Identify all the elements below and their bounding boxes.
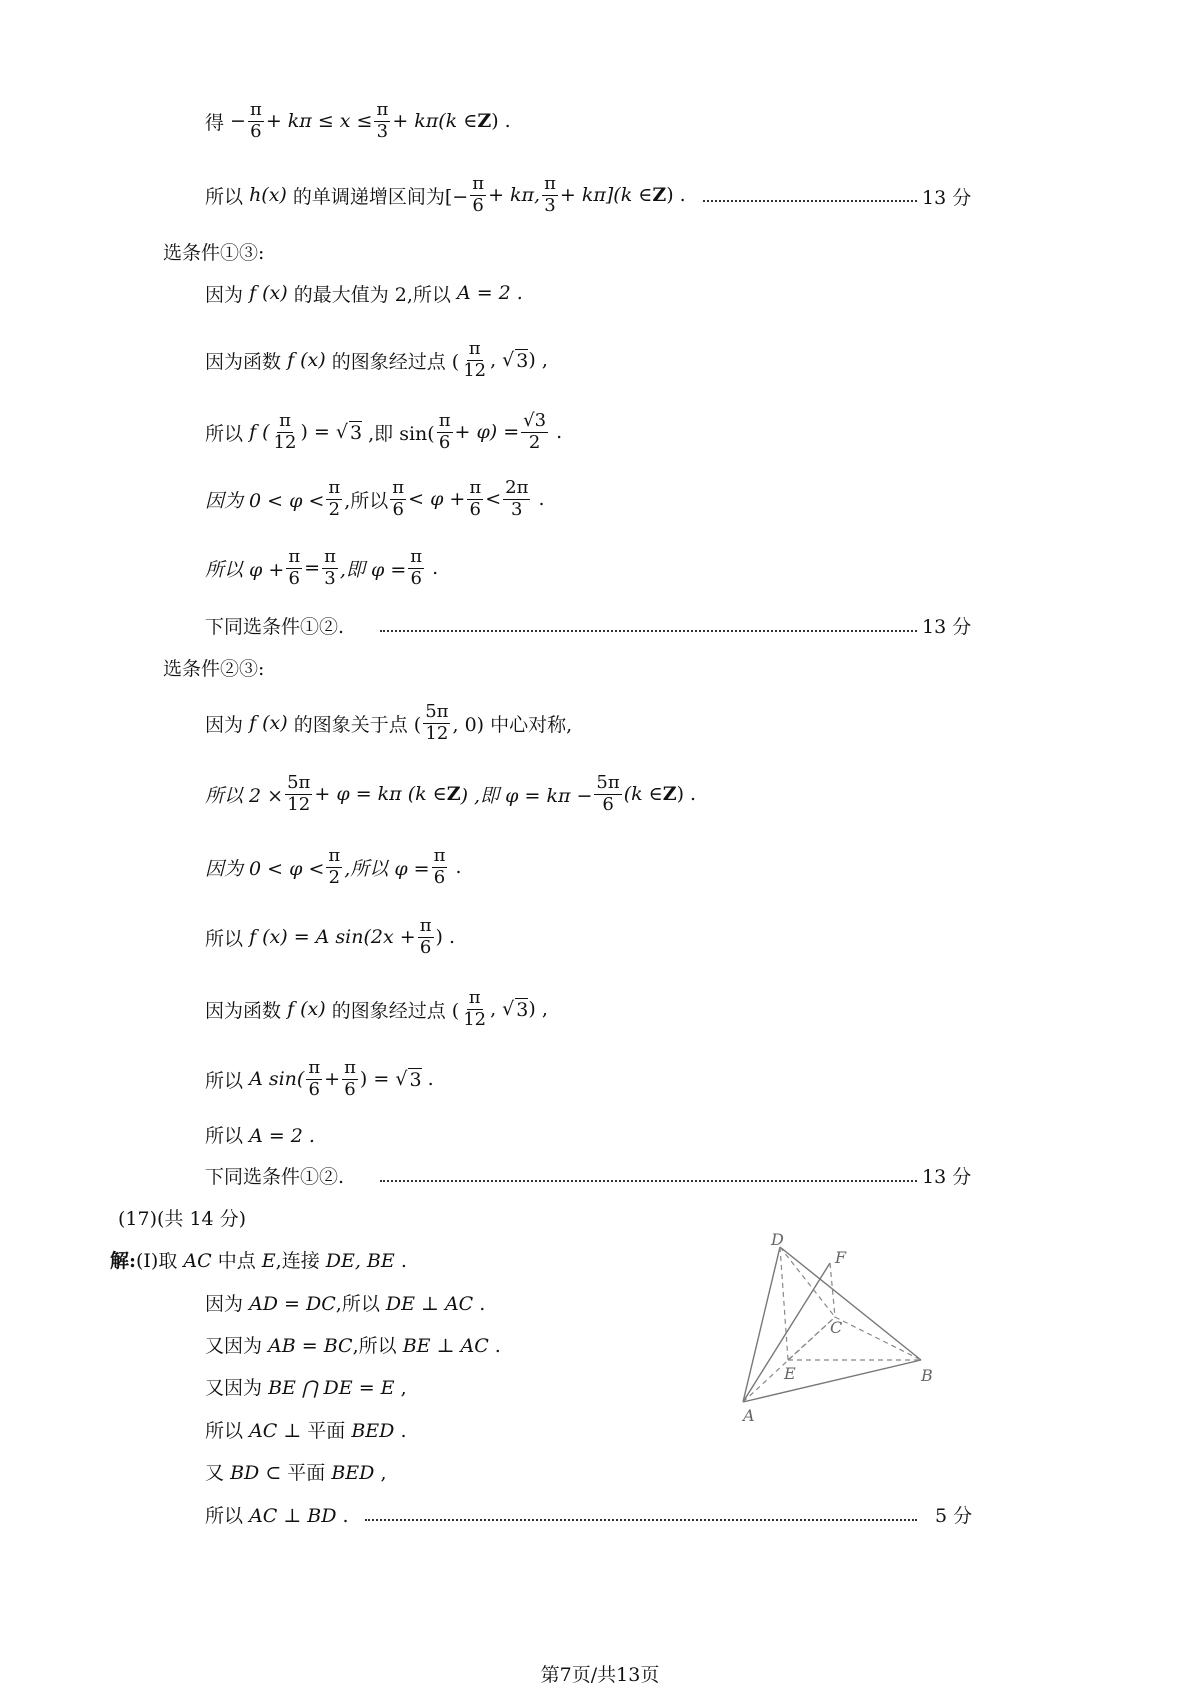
fraction: $\frac{5\pi}{12}$	[287, 771, 311, 815]
edge-DC	[780, 1247, 835, 1317]
edge-AB	[743, 1360, 921, 1402]
fraction: $\frac{√3}{2}$	[523, 409, 547, 453]
fraction: $\frac{\pi}{6}$	[469, 476, 482, 520]
page-footer: 第7页/共13页	[540, 1664, 660, 1686]
solution-line-4: 又因为 BE ⋂ DE = E ,	[205, 1377, 407, 1399]
label-B: B	[921, 1366, 933, 1385]
solution-line-5: 所以 AC ⊥ 平面 BED .	[205, 1420, 407, 1442]
line-graph-passes-point: 因为函数 f (x) 的图象经过点 ( $\frac{\pi}{12}$ , √ 3 ) ,	[205, 337, 548, 381]
edge-CB	[835, 1317, 921, 1360]
fraction: $\frac{\pi}{12}$	[273, 409, 297, 453]
score-leader	[380, 630, 917, 632]
score-label: 13 分	[922, 1166, 972, 1188]
score-leader	[380, 1180, 917, 1182]
fraction: $\frac{\pi}{6}$	[433, 844, 446, 888]
label-D: D	[771, 1230, 784, 1249]
line-phi-value: 所以 φ + $\frac{\pi}{6}$ = $\frac{\pi}{3}$ ,即 φ = $\frac{\pi}{6}$ .	[205, 545, 439, 589]
score-label: 5 分	[935, 1505, 973, 1527]
solution-line-2: 因为 AD = DC,所以 DE ⊥ AC .	[205, 1293, 486, 1315]
fraction: $\frac{\pi}{6}$	[392, 476, 405, 520]
fraction: $\frac{\pi}{6}$	[438, 409, 451, 453]
line-max-value: 因为 f (x) 的最大值为 2,所以 A = 2 .	[205, 282, 523, 306]
fraction: $\frac{\pi}{2}$	[328, 844, 341, 888]
line-phi-general: 所以 2 × $\frac{5\pi}{12}$ + φ = kπ (k ∈ Z ) ,即 φ = kπ − $\frac{5\pi}{6}$ (k ∈ Z ) .	[205, 771, 697, 815]
fraction: $\frac{\pi}{6}$	[419, 914, 432, 958]
solution-line-3: 又因为 AB = BC,所以 BE ⊥ AC .	[205, 1335, 501, 1357]
score-leader	[703, 200, 917, 202]
edge-DE	[780, 1247, 788, 1360]
fraction: $\frac{\pi}{6}$	[288, 545, 301, 589]
condition-heading-13: 选条件①③:	[163, 242, 265, 264]
fraction: $\frac{5\pi}{12}$	[425, 700, 449, 744]
fraction: $\frac{\pi}{6}$	[308, 1056, 321, 1100]
fraction: $\frac{\pi}{3}$	[376, 98, 389, 142]
score-label: 13 分	[922, 616, 972, 638]
line-function-form: 所以 f (x) = A sin(2x + $\frac{\pi}{6}$ ) .	[205, 914, 456, 958]
line-interval-inequality: 得 − $\frac{\pi}{6}$ + kπ ≤ x ≤ $\frac{\pi}{3}$ + kπ(k ∈ Z ) .	[205, 98, 511, 142]
edge-DB	[780, 1247, 921, 1360]
fraction: $\frac{\pi}{12}$	[463, 337, 487, 381]
edge-DA	[743, 1247, 780, 1402]
label-C: C	[830, 1318, 843, 1337]
label-A: A	[743, 1406, 755, 1425]
condition-heading-23: 选条件②③:	[163, 658, 265, 680]
fraction: $\frac{\pi}{6}$	[410, 545, 423, 589]
solution-line-7: 所以 AC ⊥ BD .	[205, 1505, 349, 1527]
fraction: $\frac{\pi}{12}$	[463, 986, 487, 1030]
line-phi-result: 因为 0 < φ < $\frac{\pi}{2}$ ,所以 φ = $\frac{\pi}{6}$ .	[205, 844, 462, 888]
line-phi-range: 因为 0 < φ < $\frac{\pi}{2}$ ,所以 $\frac{\pi}{6}$ < φ + $\frac{\pi}{6}$ < $\frac{2\pi}{3}$ .	[205, 476, 545, 520]
solution-line-1: 解:(Ⅰ)取 AC 中点 E,连接 DE, BE .	[110, 1250, 407, 1272]
line-sin-equation: 所以 f ( $\frac{\pi}{12}$ ) = √ 3 ,即 sin( $\frac{\pi}{6}$ + φ) = $\frac{√3}{2}$ .	[205, 409, 563, 453]
tetrahedron-figure	[735, 1225, 975, 1425]
same-as-12-line-2: 下同选条件①②.	[205, 1166, 345, 1188]
question-17-heading: (17)(共 14 分)	[118, 1208, 247, 1230]
label-E: E	[784, 1364, 796, 1383]
same-as-12-line: 下同选条件①②.	[205, 616, 345, 638]
line-graph-passes-point-2: 因为函数 f (x) 的图象经过点 ( $\frac{\pi}{12}$ , √ 3 ) ,	[205, 986, 548, 1030]
score-leader	[365, 1519, 917, 1521]
fraction: $\frac{\pi}{6}$	[344, 1056, 356, 1100]
line-symmetry-center: 因为 f (x) 的图象关于点 ( $\frac{5\pi}{12}$ , 0) 中心对称,	[205, 700, 573, 744]
line-amplitude-equation: 所以 A sin( $\frac{\pi}{6}$ + $\frac{\pi}{6}$ ) = √ 3 .	[205, 1056, 434, 1100]
edge-E-plane	[788, 1317, 835, 1360]
fraction: $\frac{\pi}{3}$	[324, 545, 336, 589]
fraction: $\frac{\pi}{6}$	[472, 172, 485, 216]
label-F: F	[835, 1248, 847, 1267]
score-label: 13 分	[922, 187, 972, 209]
solution-line-6: 又 BD ⊂ 平面 BED ,	[205, 1462, 387, 1484]
fraction: $\frac{\pi}{3}$	[544, 172, 556, 216]
fraction: $\frac{\pi}{6}$	[249, 98, 262, 142]
line-amplitude-value: 所以 A = 2 .	[205, 1125, 315, 1147]
fraction: $\frac{5\pi}{6}$	[596, 771, 620, 815]
line-monotone-interval: 所以 h(x) 的单调递增区间为[− $\frac{\pi}{6}$ + kπ, $\frac{\pi}{3}$ + kπ](k ∈ Z ) .	[205, 172, 686, 216]
fraction: $\frac{2\pi}{3}$	[505, 476, 529, 520]
fraction: $\frac{\pi}{2}$	[328, 476, 341, 520]
